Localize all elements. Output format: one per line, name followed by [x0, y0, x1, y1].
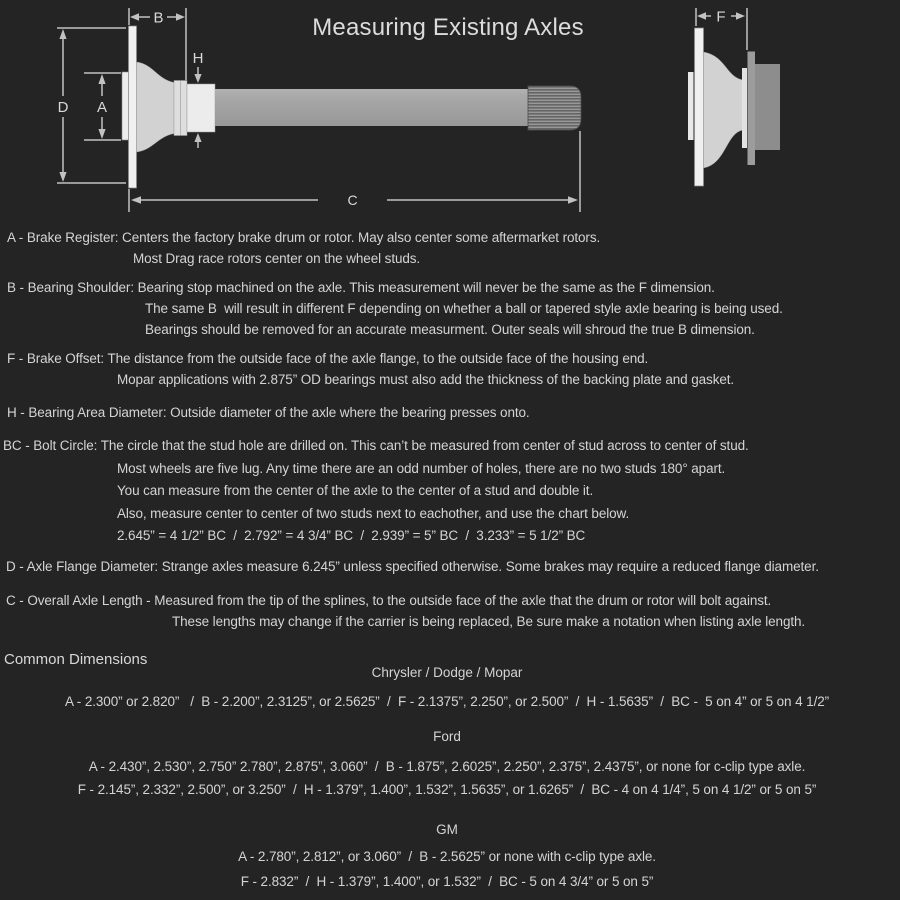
dim-d-arrow-up: [59, 29, 66, 39]
def-line: Mopar applications with 2.875” OD bearings must also add the thickness of the backing plate and gasket.: [117, 372, 735, 387]
def-line: Most Drag race rotors center on the wheel studs.: [133, 251, 421, 266]
page-title: Measuring Existing Axles: [312, 14, 584, 41]
housing-end-plate-shape: [748, 52, 756, 166]
common-dimensions-heading: Common Dimensions: [4, 651, 148, 668]
brake-register-shape: [122, 72, 129, 140]
def-line: C - Overall Axle Length - Measured from the tip of the splines, to the outside face of the axle that the drum or rotor will bolt against.: [6, 593, 772, 608]
offset-register-shape: [688, 72, 694, 140]
axle-offset-view: [688, 8, 780, 186]
bolt-circle-conversion-chart: 2.645” = 4 1/2” BC / 2.792” = 4 3/4” BC / 2.939” = 5” BC / 3.233” = 5 1/2” BC: [117, 528, 586, 543]
def-line: D - Axle Flange Diameter: Strange axles measure 6.245” unless specified otherwise. Some brakes may require a reduced flange diameter.: [6, 559, 819, 574]
axle-flange-shape: [129, 26, 137, 188]
definition-bolt-circle: [0, 435, 900, 548]
axle-shaft-shape: [215, 89, 528, 126]
def-line: Most wheels are five lug. Any time there are an odd number of holes, there are no two studs 180° apart.: [117, 460, 726, 476]
dim-a-arrow-up: [98, 74, 105, 84]
offset-shoulder-shape: [742, 68, 747, 148]
dim-h-arrow-down: [194, 74, 201, 83]
definition-bearing-area-diameter: [0, 402, 900, 423]
def-line: You can measure from the center of the axle to the center of a stud and double it.: [117, 483, 594, 498]
dim-label-b: B: [153, 9, 164, 27]
def-line: BC - Bolt Circle: The circle that the stud hole are drilled on. This can’t be measured from center of stud across to center of stud.: [3, 438, 749, 453]
group-values-ford-2: F - 2.145”, 2.332”, 2.500”, or 3.250” / H - 1.379”, 1.400”, 1.532”, 1.5635”, or 1.6265” / BC - 4 on 4 1/4”, 5 on 4 1/2” or 5 on 5”: [77, 782, 817, 797]
dim-f-arrow-right: [736, 12, 745, 20]
def-line: Bearings should be removed for an accurate measurment. Outer seals will shroud the true B dimension.: [145, 322, 755, 337]
group-values-chrysler: A - 2.300” or 2.820” / B - 2.200”, 2.3125”, or 2.5625” / F - 2.1375”, 2.250”, or 2.500” / H - 1.5635” / BC - 5 on 4” or 5 on 4 1/2”: [64, 694, 830, 709]
dim-label-c: C: [347, 192, 358, 208]
axle-bell-taper-shape: [137, 62, 175, 152]
group-heading-gm: GM: [436, 822, 458, 837]
group-values-gm-2: F - 2.832” / H - 1.379”, 1.400”, or 1.532” / BC - 5 on 4 3/4” or 5 on 5”: [240, 874, 654, 889]
def-line: B - Bearing Shoulder: Bearing stop machined on the axle. This measurement will never be the same as the F dimension.: [7, 280, 715, 295]
group-values-gm-1: A - 2.780”, 2.812”, or 3.060” / B - 2.5625” or none with c-clip type axle.: [238, 849, 656, 864]
def-line: F - Brake Offset: The distance from the outside face of the axle flange, to the outside face of the housing end.: [7, 351, 649, 366]
def-line: A - Brake Register: Centers the factory brake drum or rotor. May also center some aftermarket rotors.: [7, 230, 601, 245]
dim-d-arrow-down: [59, 172, 66, 182]
bearing-area-shape: [187, 84, 215, 132]
offset-bell-taper-shape: [704, 52, 744, 168]
def-line: These lengths may change if the carrier is being replaced, Be sure make a notation when listing axle length.: [172, 614, 806, 629]
definition-brake-register: [0, 227, 900, 269]
group-heading-chrysler: Chrysler / Dodge / Mopar: [371, 665, 523, 680]
dim-a-arrow-down: [98, 129, 105, 139]
dim-label-h: H: [192, 50, 204, 67]
definition-overall-axle-length: [0, 590, 900, 632]
dim-f-arrow-left: [697, 12, 706, 20]
dim-b-arrow-left: [130, 13, 139, 21]
axle-diagram: [0, 0, 900, 224]
dim-c-arrow-right: [568, 196, 578, 204]
definition-bearing-shoulder: [0, 277, 900, 340]
housing-block-shape: [755, 64, 780, 150]
dim-label-a: A: [96, 99, 108, 116]
dim-c-arrow-left: [131, 196, 141, 204]
axle-side-view: [57, 8, 581, 212]
dim-h-arrow-up: [194, 133, 201, 142]
group-values-ford-1: A - 2.430”, 2.530”, 2.750” 2.780”, 2.875”, 3.060” / B - 1.875”, 2.6025”, 2.250”, 2.375”, 2.4375”, or none for c-clip type axle.: [88, 759, 806, 774]
offset-flange-shape: [695, 28, 704, 186]
dim-label-d: D: [57, 99, 69, 116]
definition-brake-offset: [0, 348, 900, 390]
axle-splines-shape: [528, 86, 581, 130]
def-line: H - Bearing Area Diameter: Outside diameter of the axle where the bearing presses onto.: [7, 405, 530, 420]
def-line: The same B will result in different F depending on whether a ball or tapered style axle bearing is being used.: [145, 301, 783, 316]
definition-axle-flange-diameter: [0, 556, 900, 577]
dim-label-f: F: [716, 8, 726, 26]
group-heading-ford: Ford: [433, 729, 461, 744]
def-line: Also, measure center to center of two studs next to eachother, and use the chart below.: [117, 505, 630, 521]
dim-b-arrow-right: [176, 13, 185, 21]
